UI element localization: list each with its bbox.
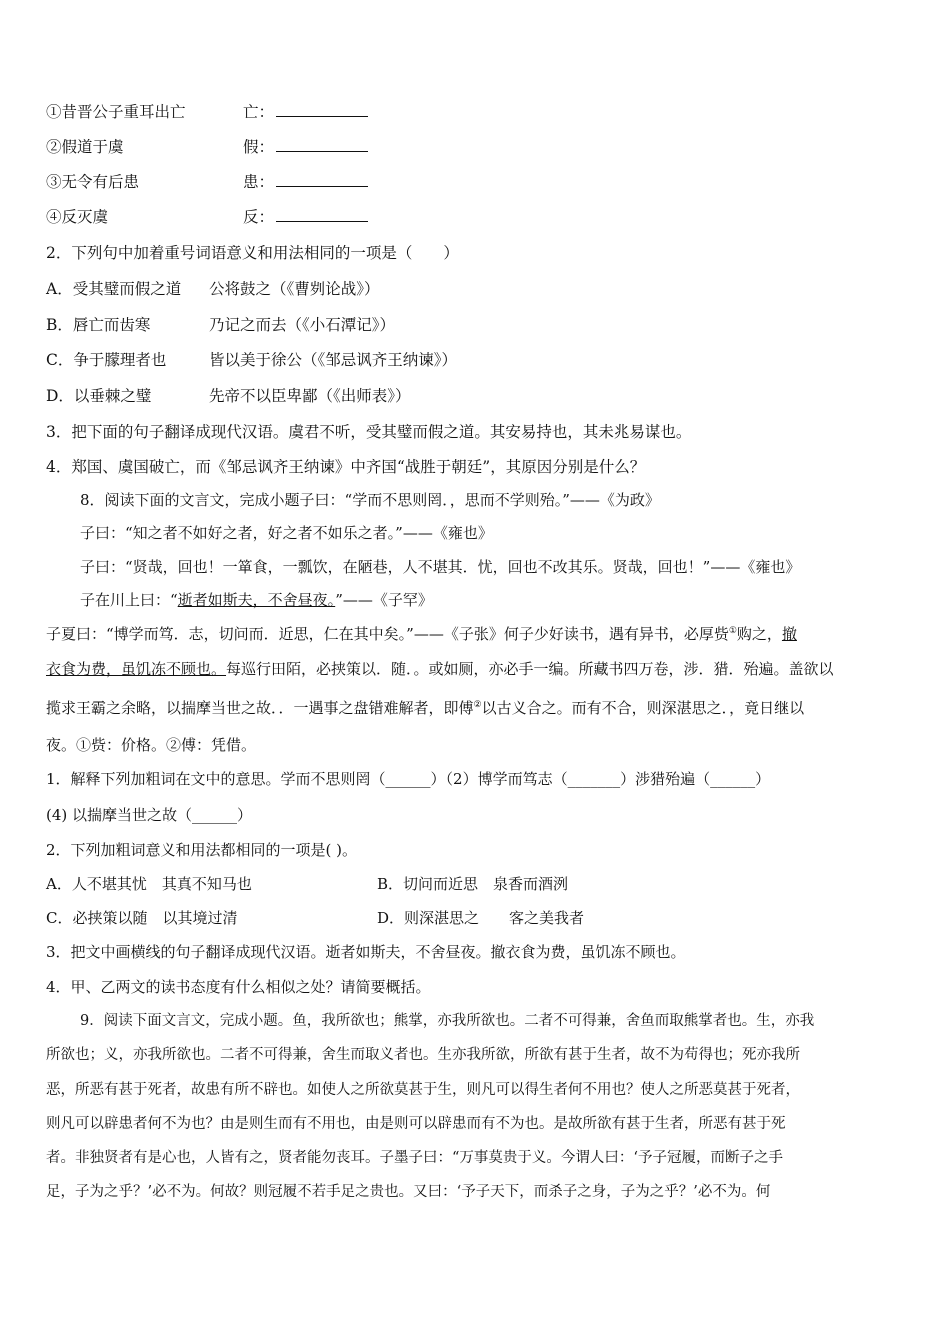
text-span: 以古义合之。而有不合，则深湛思之．，竟日继以 — [481, 699, 805, 717]
option8-b: B．切问而近思 泉香而酒洌 — [377, 875, 569, 893]
passage9-line-5: 者。非独贤者有是心也，人皆有之，贤者能勿丧耳。子墨子曰：“万事莫贵于义。今谓人曰：‘予子冠履，而断子之手 — [46, 1150, 784, 1166]
text-span: 揽求王霸之余略，以揣摩当世之故．．一遇事之盘错难解者，即傅 — [46, 699, 474, 717]
vocab-item-4 — [46, 206, 108, 228]
question8-2: 2．下列加粗词意义和用法都相同的一项是( )。 — [46, 841, 358, 859]
item-word: 患： — [243, 173, 275, 191]
question-2: 2．下列句中加着重号词语意义和用法相同的一项是（ ） — [46, 244, 459, 262]
answer-blank[interactable] — [276, 172, 368, 187]
vocab-answer-1 — [243, 101, 368, 123]
passage8-line-6 — [46, 658, 834, 680]
item-word: 反： — [243, 208, 275, 226]
option-c-left: C．争于朦理者也 — [46, 351, 167, 369]
passage8-line-8: 夜。①赀：价格。②傅：凭借。 — [46, 736, 257, 754]
question-3: 3．把下面的句子翻译成现代汉语。虞君不听，受其璧而假之道。其安易持也，其未兆易谋也。 — [46, 423, 692, 441]
option8-d: D．则深湛思之 客之美我者 — [377, 909, 585, 927]
vocab-answer-2 — [243, 136, 368, 158]
item-text: 反灭虞 — [61, 208, 109, 226]
vocab-item-2 — [46, 136, 124, 158]
answer-blank[interactable] — [276, 137, 368, 152]
item-text: 昔晋公子重耳出亡 — [61, 103, 186, 121]
passage9-line-2: 所欲也；义，亦我所欲也。二者不可得兼，舍生而取义者也。生亦我所欲，所欲有甚于生者，故不为苟得也；死亦我所 — [46, 1047, 800, 1063]
answer-blank[interactable] — [276, 102, 368, 117]
passage8-line-5 — [46, 623, 797, 645]
item-word: 假： — [243, 138, 275, 156]
passage8-line-4 — [80, 589, 433, 611]
question8-1b: (4) 以揣摩当世之故（______） — [46, 806, 253, 824]
item-number: ③ — [46, 173, 62, 191]
option-d-right: 先帝不以臣卑鄙（《出师表》） — [209, 387, 411, 405]
passage9-line-6: 足，子为之乎？’必不为。何故？则冠履不若手足之贵也。又曰：‘予子天下，而杀子之身，子为之乎？’必不为。何 — [46, 1184, 771, 1200]
question-4: 4．郑国、虞国破亡，而《邹忌讽齐王纳谏》中齐国“战胜于朝廷”，其原因分别是什么？ — [46, 458, 646, 476]
text-span: 子夏曰：“博学而笃．志，切问而．近思，仁在其中矣。”——《子张》何子少好读书，遇有异书，必厚赀 — [46, 625, 729, 643]
vocab-item-3 — [46, 171, 139, 193]
question8-1: 1．解释下列加粗词在文中的意思。学而不思则罔（______）（2）博学而笃志（_______）涉猎殆遍（______） — [46, 770, 771, 788]
option-a-right: 公将鼓之（《曹刿论战》） — [209, 280, 380, 298]
question8-3: 3．把文中画横线的句子翻译成现代汉语。逝者如斯夫，不舍昼夜。撤衣食为费，虽饥冻不顾也。 — [46, 943, 686, 961]
passage9-line-3: 恶，所恶有甚于死者，故患有所不辟也。如使人之所欲莫甚于生，则凡可以得生者何不用也？使人之所恶莫甚于死者， — [46, 1082, 800, 1098]
vocab-answer-3 — [243, 171, 368, 193]
option8-a: A．人不堪其忧 其真不知马也 — [46, 875, 252, 893]
text-span: 每巡行田陌，必挟策以．随．。或如厕，亦必手一编。所藏书四万卷，涉．猎．殆遍。盖欲以 — [226, 660, 834, 678]
underlined-sentence: 撤 — [781, 625, 797, 643]
vocab-answer-4 — [243, 206, 368, 228]
text-span: 购之， — [736, 625, 782, 643]
footnote-mark: ② — [473, 700, 482, 710]
item-text: 假道于虞 — [61, 138, 124, 156]
passage8-line-3: 子曰：“贤哉，回也！一箪食，一瓢饮，在陋巷，人不堪其．忧，回也不改其乐。贤哉，回也！”——《雍也》 — [80, 558, 801, 576]
passage9-line-1: 9．阅读下面文言文，完成小题。鱼，我所欲也；熊掌，亦我所欲也。二者不可得兼，舍鱼而取熊掌者也。生，亦我 — [80, 1013, 815, 1029]
option-c-right: 皆以美于徐公（《邹忌讽齐王纳谏》） — [209, 351, 458, 369]
item-word: 亡： — [243, 103, 275, 121]
item-number: ④ — [46, 208, 62, 226]
question8-4: 4．甲、乙两文的读书态度有什么相似之处？请简要概括。 — [46, 978, 431, 996]
answer-blank[interactable] — [276, 207, 368, 222]
underlined-sentence: 逝者如斯夫，不舍昼夜。 — [177, 591, 336, 609]
underlined-sentence: 衣食为费，虽饥冻不顾也。 — [46, 660, 227, 678]
text-span: 子在川上曰：“ — [80, 591, 178, 609]
item-number: ① — [46, 103, 62, 121]
option-b-right: 乃记之而去（《小石潭记》） — [209, 316, 396, 334]
footnote-mark: ① — [728, 626, 737, 636]
item-number: ② — [46, 138, 62, 156]
option-d-left: D．以垂棘之璧 — [46, 387, 152, 405]
vocab-item-1 — [46, 101, 186, 123]
option-b-left: B．唇亡而齿寒 — [46, 316, 151, 334]
text-span: ”——《子罕》 — [335, 591, 433, 609]
passage8-line-7 — [46, 697, 804, 719]
passage8-line-1: 8．阅读下面的文言文，完成小题子曰：“学而不思则罔．，思而不学则殆。”——《为政》 — [80, 491, 660, 509]
passage8-line-2: 子曰：“知之者不如好之者，好之者不如乐之者。”——《雍也》 — [80, 524, 493, 542]
option-a-left: A．受其璧而假之道 — [46, 280, 182, 298]
passage9-line-4: 则凡可以辟患者何不为也？由是则生而有不用也，由是则可以辟患而有不为也。是故所欲有甚于生者，所恶有甚于死 — [46, 1116, 786, 1132]
item-text: 无令有后患 — [61, 173, 140, 191]
option8-c: C．必挟策以随 以其境过清 — [46, 909, 238, 927]
